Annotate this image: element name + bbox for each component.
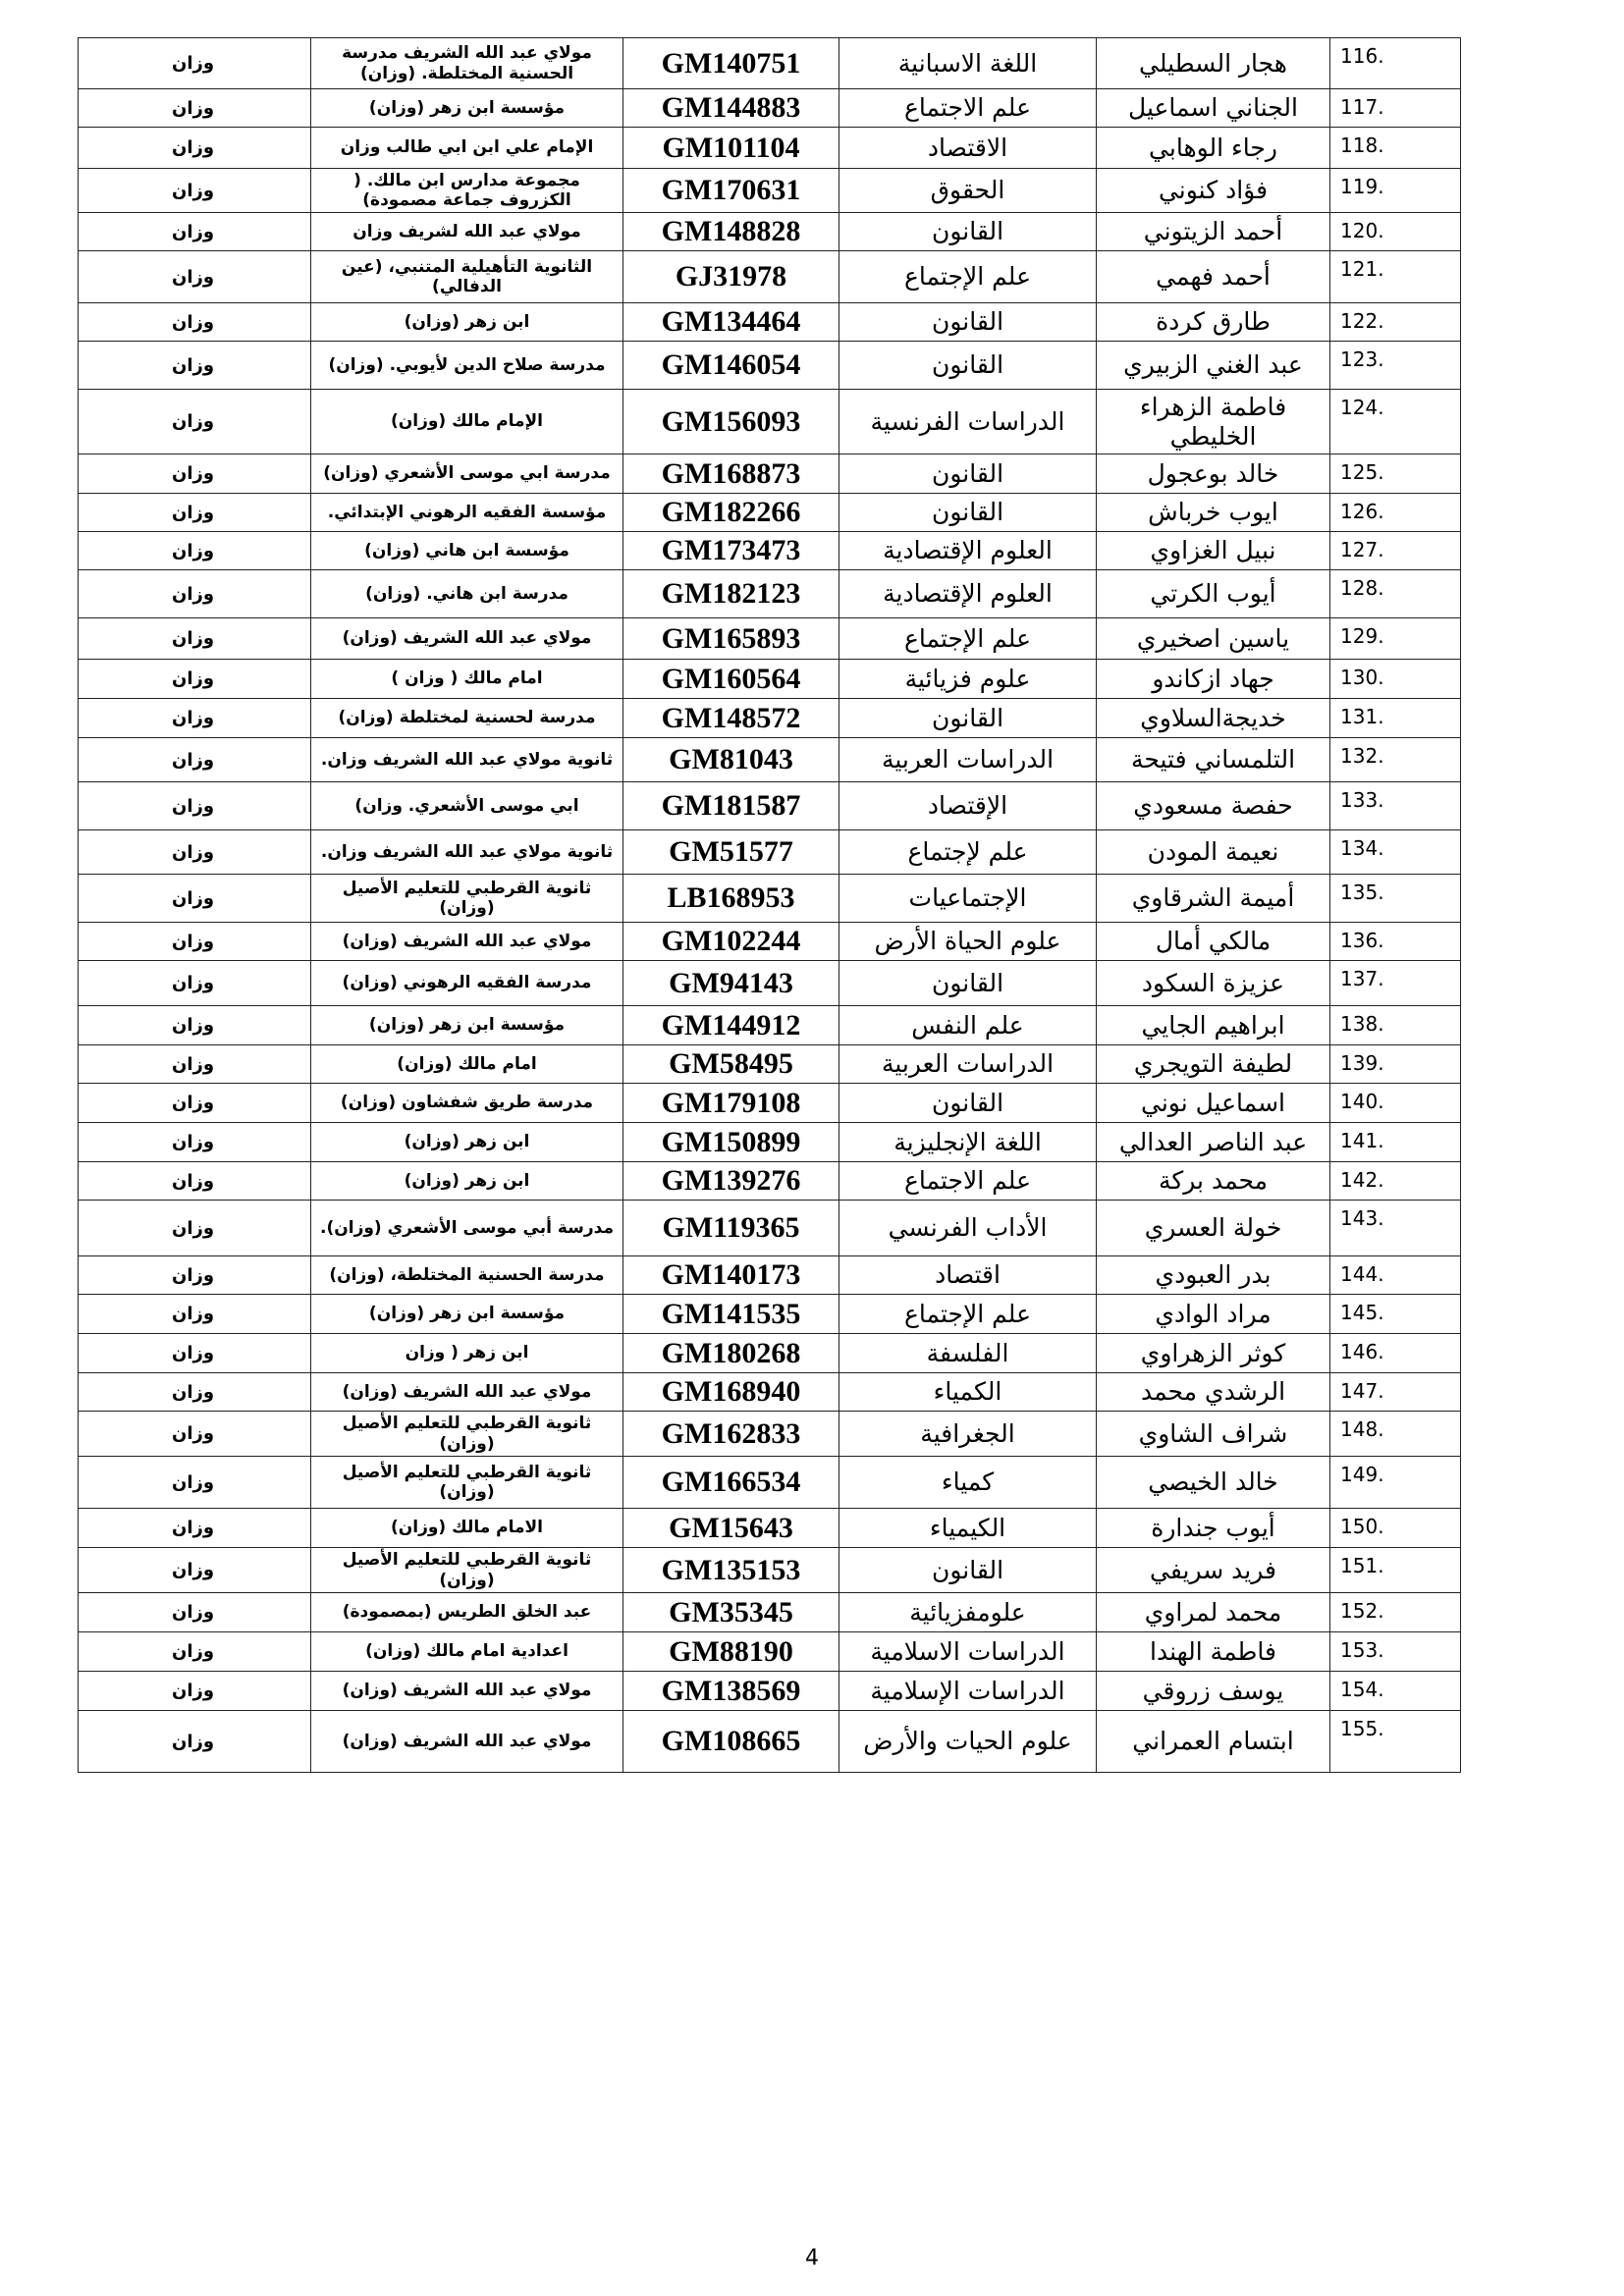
candidate-name: كوثر الزهراوي	[1097, 1334, 1330, 1373]
id-number: GM150899	[623, 1123, 839, 1162]
specialty: علم الإجتماع	[839, 1295, 1097, 1334]
school-name: امام مالك ( وزان )	[311, 660, 623, 699]
specialty: اقتصاد	[839, 1256, 1097, 1295]
id-number: GM182123	[623, 570, 839, 618]
specialty: الدراسات الإسلامية	[839, 1672, 1097, 1711]
city-name: وزان	[79, 390, 311, 454]
school-name: مولاي عبد الله الشريف (وزان)	[311, 923, 623, 961]
row-number: .151	[1330, 1548, 1461, 1593]
school-name: ثانوية القرطبي للتعليم الأصيل (وزان)	[311, 1548, 623, 1593]
school-name: مولاي عبد الله الشريف (وزان)	[311, 1672, 623, 1711]
candidate-name: ابتسام العمراني	[1097, 1711, 1330, 1773]
table-row	[79, 1334, 1461, 1373]
school-name: عبد الخلق الطريس (بمصمودة)	[311, 1593, 623, 1632]
city-name: وزان	[79, 1593, 311, 1632]
school-name: مؤسسة ابن زهر (وزان)	[311, 89, 623, 128]
row-number: .143	[1330, 1201, 1461, 1256]
id-number: GM102244	[623, 923, 839, 961]
row-number: .155	[1330, 1711, 1461, 1773]
specialty: القانون	[839, 494, 1097, 532]
table-row	[79, 570, 1461, 618]
city-name: وزان	[79, 1457, 311, 1509]
table-row	[79, 1457, 1461, 1509]
row-number: .127	[1330, 532, 1461, 570]
school-name: مؤسسة ابن هاني (وزان)	[311, 532, 623, 570]
city-name: وزان	[79, 1632, 311, 1672]
id-number: GM168873	[623, 454, 839, 494]
school-name: امام مالك (وزان)	[311, 1045, 623, 1084]
row-number: .123	[1330, 342, 1461, 390]
city-name: وزان	[79, 738, 311, 782]
id-number: GM139276	[623, 1162, 839, 1201]
school-name: ثانوية القرطبي للتعليم الأصيل (وزان)	[311, 875, 623, 923]
id-number: GM35345	[623, 1593, 839, 1632]
city-name: وزان	[79, 1672, 311, 1711]
candidates-table	[78, 37, 1461, 1773]
specialty: القانون	[839, 699, 1097, 738]
school-name: اعدادية امام مالك (وزان)	[311, 1632, 623, 1672]
city-name: وزان	[79, 1295, 311, 1334]
specialty: علومفزيائية	[839, 1593, 1097, 1632]
table-row	[79, 494, 1461, 532]
city-name: وزان	[79, 830, 311, 875]
row-number: .126	[1330, 494, 1461, 532]
table-row	[79, 1593, 1461, 1632]
id-number: GM181587	[623, 782, 839, 830]
city-name: وزان	[79, 1201, 311, 1256]
table-row	[79, 699, 1461, 738]
table-row	[79, 1548, 1461, 1593]
id-number: GM182266	[623, 494, 839, 532]
school-name: ثانوية مولاي عبد الله الشريف وزان.	[311, 738, 623, 782]
id-number: GM135153	[623, 1548, 839, 1593]
table-row	[79, 128, 1461, 169]
table-row	[79, 1412, 1461, 1457]
specialty: اللغة الاسبانية	[839, 38, 1097, 89]
specialty: علم النفس	[839, 1006, 1097, 1045]
candidate-name: نبيل الغزاوي	[1097, 532, 1330, 570]
specialty: القانون	[839, 1548, 1097, 1593]
city-name: وزان	[79, 251, 311, 303]
row-number: .142	[1330, 1162, 1461, 1201]
row-number: .149	[1330, 1457, 1461, 1509]
row-number: .124	[1330, 390, 1461, 454]
specialty: الفلسفة	[839, 1334, 1097, 1373]
specialty: العلوم الإقتصادية	[839, 570, 1097, 618]
school-name: ثانوية القرطبي للتعليم الأصيل (وزان)	[311, 1457, 623, 1509]
city-name: وزان	[79, 303, 311, 342]
city-name: وزان	[79, 660, 311, 699]
table-row	[79, 169, 1461, 213]
specialty: الأداب الفرنسي	[839, 1201, 1097, 1256]
city-name: وزان	[79, 782, 311, 830]
table-row	[79, 923, 1461, 961]
specialty: العلوم الإقتصادية	[839, 532, 1097, 570]
table-row	[79, 342, 1461, 390]
school-name: ثانوية القرطبي للتعليم الأصيل (وزان)	[311, 1412, 623, 1457]
row-number: .117	[1330, 89, 1461, 128]
school-name: مؤسسة الفقيه الرهوني الإبتدائي.	[311, 494, 623, 532]
specialty: الدراسات الاسلامية	[839, 1632, 1097, 1672]
candidate-name: بدر العبودي	[1097, 1256, 1330, 1295]
candidate-name: الرشدي محمد	[1097, 1373, 1330, 1412]
school-name: ابن زهر (وزان)	[311, 1162, 623, 1201]
candidate-name: شراف الشاوي	[1097, 1412, 1330, 1457]
city-name: وزان	[79, 1548, 311, 1593]
city-name: وزان	[79, 1084, 311, 1123]
id-number: GM148828	[623, 213, 839, 251]
id-number: GM88190	[623, 1632, 839, 1672]
table-row	[79, 1006, 1461, 1045]
specialty: القانون	[839, 213, 1097, 251]
row-number: .136	[1330, 923, 1461, 961]
candidate-name: هجار السطيلي	[1097, 38, 1330, 89]
city-name: وزان	[79, 1123, 311, 1162]
candidate-name: خالد الخيصي	[1097, 1457, 1330, 1509]
specialty: القانون	[839, 303, 1097, 342]
row-number: .135	[1330, 875, 1461, 923]
row-number: .116	[1330, 38, 1461, 89]
candidate-name: طارق كردة	[1097, 303, 1330, 342]
specialty: القانون	[839, 454, 1097, 494]
city-name: وزان	[79, 1711, 311, 1773]
id-number: GM140751	[623, 38, 839, 89]
school-name: ابن زهر (وزان)	[311, 303, 623, 342]
school-name: مولاي عبد الله الشريف مدرسة الحسنية المختلطة. (وزان)	[311, 38, 623, 89]
city-name: وزان	[79, 1373, 311, 1412]
id-number: GM162833	[623, 1412, 839, 1457]
row-number: .125	[1330, 454, 1461, 494]
row-number: .137	[1330, 961, 1461, 1006]
city-name: وزان	[79, 1412, 311, 1457]
row-number: .154	[1330, 1672, 1461, 1711]
specialty: الدراسات العربية	[839, 1045, 1097, 1084]
id-number: LB168953	[623, 875, 839, 923]
id-number: GM173473	[623, 532, 839, 570]
city-name: وزان	[79, 1334, 311, 1373]
id-number: GM166534	[623, 1457, 839, 1509]
specialty: علوم الحياة الأرض	[839, 923, 1097, 961]
row-number: .132	[1330, 738, 1461, 782]
school-name: مولاي عبد الله لشريف وزان	[311, 213, 623, 251]
id-number: GM146054	[623, 342, 839, 390]
city-name: وزان	[79, 213, 311, 251]
candidate-name: فؤاد كنوني	[1097, 169, 1330, 213]
candidate-name: نعيمة المودن	[1097, 830, 1330, 875]
candidate-name: يوسف زروقي	[1097, 1672, 1330, 1711]
city-name: وزان	[79, 570, 311, 618]
row-number: .122	[1330, 303, 1461, 342]
candidate-name: التلمساني فتيحة	[1097, 738, 1330, 782]
row-number: .128	[1330, 570, 1461, 618]
candidate-name: اسماعيل نوني	[1097, 1084, 1330, 1123]
school-name: مدرسة الحسنية المختلطة، (وزان)	[311, 1256, 623, 1295]
table-row	[79, 38, 1461, 89]
row-number: .133	[1330, 782, 1461, 830]
school-name: الإمام علي ابن ابي طالب وزان	[311, 128, 623, 169]
id-number: GM51577	[623, 830, 839, 875]
id-number: GM160564	[623, 660, 839, 699]
id-number: GM119365	[623, 1201, 839, 1256]
table-row	[79, 738, 1461, 782]
row-number: .153	[1330, 1632, 1461, 1672]
row-number: .140	[1330, 1084, 1461, 1123]
city-name: وزان	[79, 1509, 311, 1548]
city-name: وزان	[79, 169, 311, 213]
school-name: ابي موسى الأشعري. وزان)	[311, 782, 623, 830]
specialty: الحقوق	[839, 169, 1097, 213]
table-row	[79, 660, 1461, 699]
candidate-name: مالكي أمال	[1097, 923, 1330, 961]
specialty: الكيمياء	[839, 1509, 1097, 1548]
table-row	[79, 1045, 1461, 1084]
candidate-name: جهاد ازكاندو	[1097, 660, 1330, 699]
candidate-name: عبد الغني الزبيري	[1097, 342, 1330, 390]
row-number: .150	[1330, 1509, 1461, 1548]
table-row	[79, 390, 1461, 454]
id-number: GM140173	[623, 1256, 839, 1295]
candidate-name: أيوب الكرتي	[1097, 570, 1330, 618]
table-row	[79, 532, 1461, 570]
candidate-name: لطيفة التويجري	[1097, 1045, 1330, 1084]
school-name: ابن زهر (وزان)	[311, 1123, 623, 1162]
candidate-name: عزيزة السكود	[1097, 961, 1330, 1006]
specialty: علم الإجتماع	[839, 618, 1097, 660]
specialty: علوم فزيائية	[839, 660, 1097, 699]
table-row	[79, 1632, 1461, 1672]
page-number: 4	[805, 2246, 819, 2270]
candidate-name: خولة العسري	[1097, 1201, 1330, 1256]
id-number: GM101104	[623, 128, 839, 169]
city-name: وزان	[79, 494, 311, 532]
table-row	[79, 782, 1461, 830]
row-number: .144	[1330, 1256, 1461, 1295]
id-number: GM15643	[623, 1509, 839, 1548]
city-name: وزان	[79, 128, 311, 169]
table-row	[79, 1201, 1461, 1256]
table-row	[79, 251, 1461, 303]
id-number: GM144912	[623, 1006, 839, 1045]
school-name: مدرسة طريق شفشاون (وزان)	[311, 1084, 623, 1123]
candidate-name: الجناني اسماعيل	[1097, 89, 1330, 128]
candidate-name: عبد الناصر العدالي	[1097, 1123, 1330, 1162]
table-row	[79, 1509, 1461, 1548]
table-row	[79, 303, 1461, 342]
candidate-name: أيوب جندارة	[1097, 1509, 1330, 1548]
id-number: GM81043	[623, 738, 839, 782]
specialty: القانون	[839, 342, 1097, 390]
candidate-name: مراد الوادي	[1097, 1295, 1330, 1334]
row-number: .134	[1330, 830, 1461, 875]
specialty: الدراسات العربية	[839, 738, 1097, 782]
school-name: مؤسسة ابن زهر (وزان)	[311, 1295, 623, 1334]
candidate-name: ياسين اصخيري	[1097, 618, 1330, 660]
school-name: مجموعة مدارس ابن مالك. ( الكزروف جماعة مصمودة)	[311, 169, 623, 213]
candidate-name: محمد لمراوي	[1097, 1593, 1330, 1632]
candidate-name: حفصة مسعودي	[1097, 782, 1330, 830]
school-name: الإمام مالك (وزان)	[311, 390, 623, 454]
table-row	[79, 1711, 1461, 1773]
city-name: وزان	[79, 342, 311, 390]
school-name: مولاي عبد الله الشريف (وزان)	[311, 1711, 623, 1773]
specialty: علم لإجتماع	[839, 830, 1097, 875]
candidate-name: محمد بركة	[1097, 1162, 1330, 1201]
school-name: مدرسة ابن هاني. (وزان)	[311, 570, 623, 618]
school-name: مولاي عبد الله الشريف (وزان)	[311, 618, 623, 660]
table-row	[79, 1084, 1461, 1123]
id-number: GM170631	[623, 169, 839, 213]
table-row	[79, 89, 1461, 128]
id-number: GM165893	[623, 618, 839, 660]
table-row	[79, 1256, 1461, 1295]
id-number: GM58495	[623, 1045, 839, 1084]
id-number: GM138569	[623, 1672, 839, 1711]
candidate-name: أحمد الزيتوني	[1097, 213, 1330, 251]
id-number: GM144883	[623, 89, 839, 128]
candidate-name: فاطمة الزهراء الخليطي	[1097, 390, 1330, 454]
row-number: .129	[1330, 618, 1461, 660]
row-number: .138	[1330, 1006, 1461, 1045]
specialty: علم الاجتماع	[839, 1162, 1097, 1201]
row-number: .130	[1330, 660, 1461, 699]
candidate-name: فاطمة الهندا	[1097, 1632, 1330, 1672]
specialty: القانون	[839, 1084, 1097, 1123]
row-number: .145	[1330, 1295, 1461, 1334]
table-body	[79, 38, 1461, 1773]
id-number: GM141535	[623, 1295, 839, 1334]
city-name: وزان	[79, 1006, 311, 1045]
row-number: .139	[1330, 1045, 1461, 1084]
table-row	[79, 213, 1461, 251]
specialty: علوم الحيات والأرض	[839, 1711, 1097, 1773]
id-number: GM168940	[623, 1373, 839, 1412]
id-number: GM148572	[623, 699, 839, 738]
specialty: الإقتصاد	[839, 782, 1097, 830]
school-name: مؤسسة ابن زهر (وزان)	[311, 1006, 623, 1045]
school-name: الامام مالك (وزان)	[311, 1509, 623, 1548]
city-name: وزان	[79, 38, 311, 89]
table-row	[79, 961, 1461, 1006]
specialty: اللغة الإنجليزية	[839, 1123, 1097, 1162]
table-row	[79, 1295, 1461, 1334]
school-name: ابن زهر ( وزان	[311, 1334, 623, 1373]
city-name: وزان	[79, 923, 311, 961]
school-name: مدرسة أبي موسى الأشعري (وزان).	[311, 1201, 623, 1256]
city-name: وزان	[79, 532, 311, 570]
city-name: وزان	[79, 89, 311, 128]
table-row	[79, 1123, 1461, 1162]
candidate-name: خالد بوعجول	[1097, 454, 1330, 494]
row-number: .148	[1330, 1412, 1461, 1457]
specialty: علم الاجتماع	[839, 89, 1097, 128]
candidate-name: فريد سريفي	[1097, 1548, 1330, 1593]
specialty: الكمياء	[839, 1373, 1097, 1412]
city-name: وزان	[79, 961, 311, 1006]
row-number: .120	[1330, 213, 1461, 251]
candidate-name: رجاء الوهابي	[1097, 128, 1330, 169]
row-number: .119	[1330, 169, 1461, 213]
table-row	[79, 830, 1461, 875]
candidate-name: أحمد فهمي	[1097, 251, 1330, 303]
table-row	[79, 1162, 1461, 1201]
row-number: .121	[1330, 251, 1461, 303]
school-name: ثانوية مولاي عبد الله الشريف وزان.	[311, 830, 623, 875]
candidate-name: ابراهيم الجايي	[1097, 1006, 1330, 1045]
row-number: .118	[1330, 128, 1461, 169]
id-number: GM94143	[623, 961, 839, 1006]
table-row	[79, 875, 1461, 923]
id-number: GM134464	[623, 303, 839, 342]
city-name: وزان	[79, 875, 311, 923]
city-name: وزان	[79, 618, 311, 660]
table-row	[79, 454, 1461, 494]
school-name: مدرسة لحسنية لمختلطة (وزان)	[311, 699, 623, 738]
row-number: .146	[1330, 1334, 1461, 1373]
id-number: GM156093	[623, 390, 839, 454]
specialty: القانون	[839, 961, 1097, 1006]
specialty: الجغرافية	[839, 1412, 1097, 1457]
specialty: الاقتصاد	[839, 128, 1097, 169]
id-number: GM180268	[623, 1334, 839, 1373]
specialty: علم الإجتماع	[839, 251, 1097, 303]
candidate-name: خديجةالسلاوي	[1097, 699, 1330, 738]
id-number: GM108665	[623, 1711, 839, 1773]
city-name: وزان	[79, 1256, 311, 1295]
candidate-name: أميمة الشرقاوي	[1097, 875, 1330, 923]
table-row	[79, 1373, 1461, 1412]
row-number: .152	[1330, 1593, 1461, 1632]
id-number: GJ31978	[623, 251, 839, 303]
specialty: الإجتماعيات	[839, 875, 1097, 923]
city-name: وزان	[79, 1162, 311, 1201]
city-name: وزان	[79, 699, 311, 738]
row-number: .141	[1330, 1123, 1461, 1162]
row-number: .131	[1330, 699, 1461, 738]
candidate-name: ايوب خرباش	[1097, 494, 1330, 532]
city-name: وزان	[79, 1045, 311, 1084]
school-name: مدرسة صلاح الدين لأيوبي. (وزان)	[311, 342, 623, 390]
row-number: .147	[1330, 1373, 1461, 1412]
id-number: GM179108	[623, 1084, 839, 1123]
specialty: الدراسات الفرنسية	[839, 390, 1097, 454]
table-row	[79, 618, 1461, 660]
school-name: مدرسة ابي موسى الأشعري (وزان)	[311, 454, 623, 494]
table-row	[79, 1672, 1461, 1711]
school-name: مدرسة الفقيه الرهوني (وزان)	[311, 961, 623, 1006]
specialty: كمياء	[839, 1457, 1097, 1509]
school-name: مولاي عبد الله الشريف (وزان)	[311, 1373, 623, 1412]
city-name: وزان	[79, 454, 311, 494]
school-name: الثانوية التأهيلية المتنبي، (عين الدفالي)	[311, 251, 623, 303]
